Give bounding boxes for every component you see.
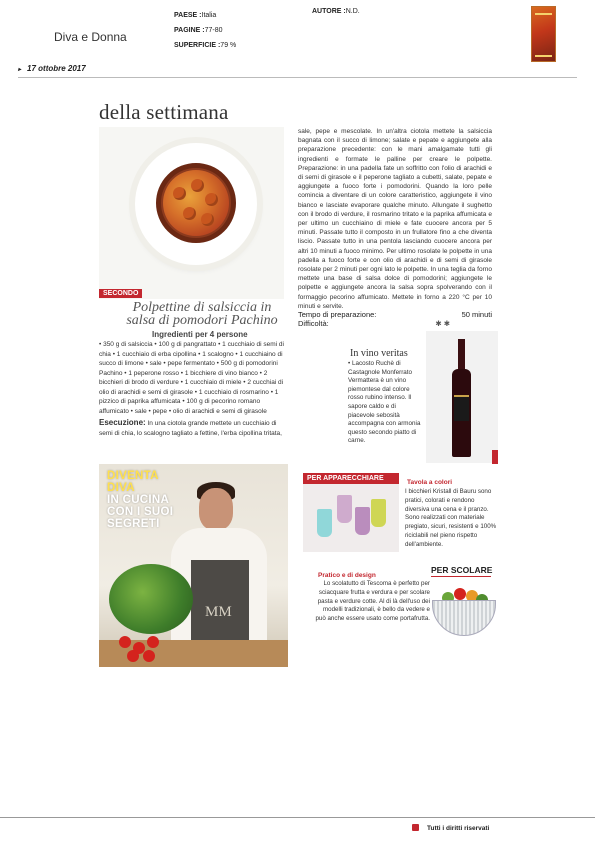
chef-caption-line-5: SEGRETI (107, 518, 160, 530)
chef-caption (107, 470, 173, 530)
pagine-value: 77-80 (204, 27, 223, 34)
rights-icon (412, 824, 419, 831)
chef-photo: MM DIVENTA DIVA IN CUCINA CON I SUOI SEGRETI (99, 464, 288, 667)
pratico-title: Pratico e di design (318, 572, 376, 579)
prep-value: 50 minuti (461, 310, 492, 319)
scolare-underline (431, 576, 491, 577)
recipe-continued-text: sale, pepe e mescolate. In un'altra ciotola mettete la salsiccia bagnata con il succo di limone; salate e pepate e aggiungete alla preparazione precedente: con le mani amalgamate tutti gli ingredienti e formate le palline per creare le polpette. Preparazione: in una padella fate un soffritto con l'olio di arachidi e di semi di girasole e il peperone tagliato a cubetti, salate, pepate e aggiungete a fuoco forte i pomodorini. Quando la loro pelle comincia a diventare di un colore caratteristico, aggiungete il vino bianco e lasciate evaporare qualche minuto. Allungate il sughetto con il brodo di verdure, il rosmarino tritato e la paprika affumicata e per ultimo un cucchiaino di miele e fate cuocere ancora per 5 minuti. Passate tutto il composto in un frullatore fino a che diventa liscio. Passate tutto in una pentola lasciando cuocere ancora per altri 10 minuti a fuoco minimo. Per ultimo rosolate le polpette in una padella a fuoco forte e con olio di arachidi e di semi di girasole rosolate per 2 minuti per ogni lato le polpette. In una teglia da forno mettete una base di salsa dolce di pomodorini; aggiungete le polpette e aggiungete ancora la salsa sopra spolverando con il formaggio pecorino affumicato. Mettete in forno a 220 °C per 10 minuti e servite. (298, 128, 492, 310)
chef-caption-line-2: DIVA (107, 482, 135, 494)
prep-label: Tempo di preparazione: (298, 310, 377, 319)
difficulty-value: ✱✱ (435, 319, 452, 328)
recipe-title: Polpettine di salsiccia in salsa di pomodori Pachino (126, 300, 278, 328)
publication-name: Diva e Donna (54, 30, 127, 44)
pagine-label: PAGINE : (174, 27, 205, 34)
colander-photo (432, 582, 496, 640)
ingredients-title: Ingredienti per 4 persone (152, 330, 248, 339)
course-tag: SECONDO (99, 289, 142, 298)
difficulty-label: Difficoltà: (298, 319, 329, 328)
chef-caption-line-1: DIVENTA (107, 470, 159, 482)
tavola-title: Tavola a colori (407, 479, 453, 486)
paese-label: PAESE : (174, 12, 202, 19)
execution-label: Esecuzione: (99, 418, 146, 427)
publication-meta (174, 8, 236, 53)
wine-bottle-photo (426, 331, 498, 463)
section-title: della settimana (99, 100, 229, 124)
wine-accent-bar (492, 450, 498, 464)
superficie-value: 79 % (220, 42, 237, 49)
pratico-description: Lo scolatutto di Tescoma è perfetto per sciacquare frutta e verdura e per scolare pasta e verdure cotte. Al di là dell'uso dei modelli tradizionali, è bello da vedere e può anche essere usato come portafrutta. (315, 580, 430, 623)
wine-description: • Lacosto Ruchè di Castagnole Monferrato Vermattera è un vino piemontese dal colore rosso rubino intenso. Il sapore caldo e di piacevole sebosità accompagna con armonia questo secondo piatto di carne. (348, 360, 421, 445)
execution-block (99, 418, 288, 438)
glasses-photo (303, 473, 399, 552)
autore-value: N.D. (345, 8, 360, 15)
publication-date: ▸ 17 ottobre 2017 (18, 64, 86, 73)
superficie-label: SUPERFICIE : (174, 42, 221, 49)
scolare-heading: PER SCOLARE (431, 565, 493, 575)
magazine-cover-thumbnail[interactable] (531, 6, 556, 62)
rights-text: Tutti i diritti riservati (427, 825, 490, 832)
execution-text: In una ciotola grande mettete un cucchiaio di semi di chia, lo scalogno tagliato a fettine, l'erba cipollina tritata, (99, 420, 282, 437)
chef-caption-line-3: IN CUCINA (107, 494, 170, 506)
header-divider (18, 77, 577, 78)
dish-photo (99, 127, 284, 299)
footer-divider (0, 817, 595, 818)
apparecchiare-heading: PER APPARECCHIARE (303, 473, 399, 484)
wine-title: In vino veritas (350, 348, 408, 359)
autore-label: AUTORE : (312, 8, 346, 15)
ingredients-list: • 350 g di salsiccia • 100 g di pangrattato • 1 cucchiaio di semi di chia • 1 cucchiaio di erba cipollina • 1 scalogno • 1 cucchiaino di succo di limone • sale • pepe fermentato • 500 g di pomodorini Pachino • 1 peperone rosso • 1 bicchiere di vino bianco • 2 bicchieri di brodo di verdure • 1 cucchiaio di miele • 2 cucchiai di olio di arachidi e semi di girasole • 1 cucchiaio di rosmarino • 1 pizzico di paprika affumicata • 100 g di pecorino romano affumicato • sale • pepe • olio di arachidi e semi di girasole (99, 341, 284, 415)
author-meta (312, 8, 360, 15)
chef-caption-line-4: CON I SUOI (107, 506, 174, 518)
prep-info (298, 310, 492, 328)
tavola-description: I bicchieri Kristall di Bauru sono pratici, colorati e rendono diversiva una cena e il pranzo. Sono realizzati con materiale pregiato, sicuri, resistenti e 100% riciclabili nel pieno rispetto dell'ambiente. (405, 488, 497, 548)
footer (412, 824, 489, 832)
paese-value: Italia (201, 12, 217, 19)
